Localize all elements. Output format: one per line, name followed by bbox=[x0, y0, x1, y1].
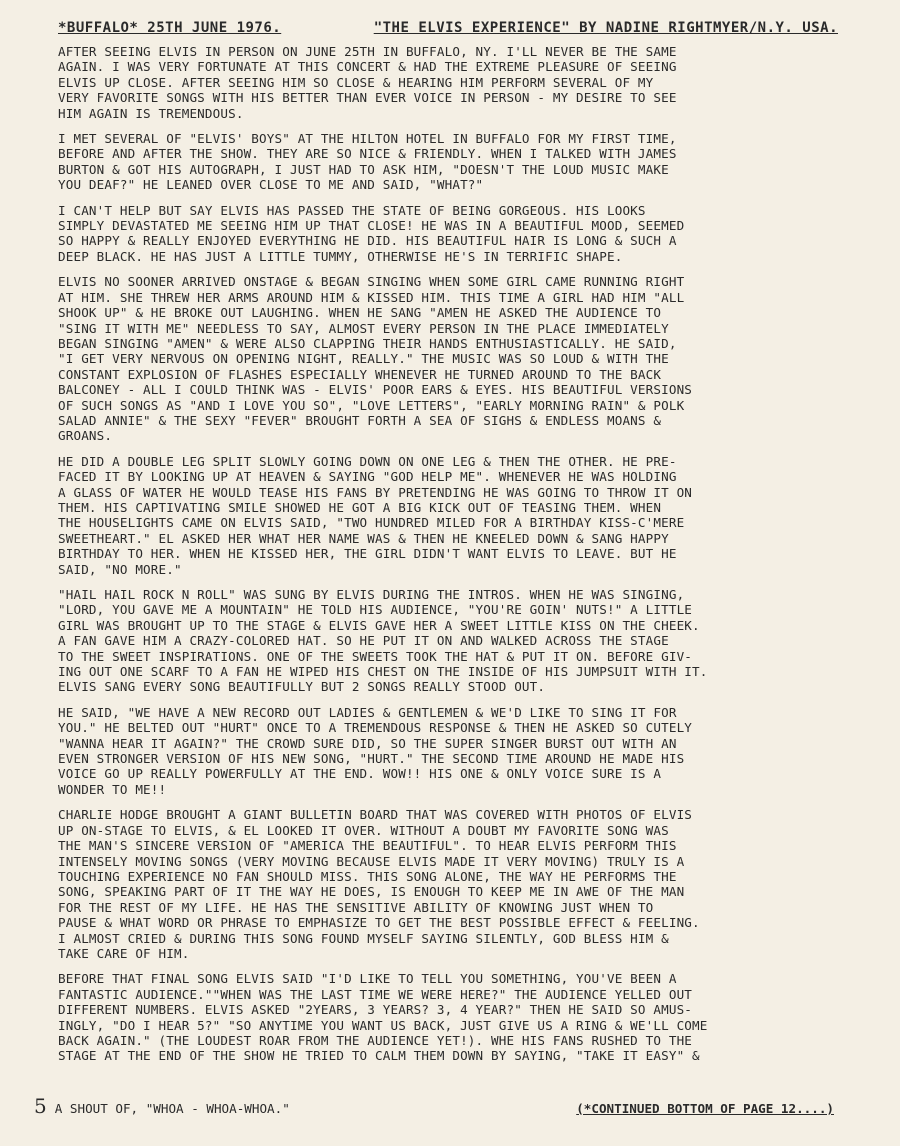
footer-left bbox=[34, 1094, 290, 1118]
paragraph: BEFORE THAT FINAL SONG ELVIS SAID "I'D LIKE TO TELL YOU SOMETHING, YOU'VE BEEN A FANTASTIC AUDIENCE.""WHEN WAS THE LAST TIME WE WERE HERE?" THE AUDIENCE YELLED OUT DIFFERENT NUMBERS. ELVIS ASKED "2YEARS, 3 YEARS? 3, 4 YEAR?" THEN HE SAID SO AMUS- INGLY, "DO I HEAR 5?" "SO ANYTIME YOU WANT US BACK, JUST GIVE US A RING & WE'LL COME BACK AGAIN." (THE LOUDEST ROAR FROM THE AUDIENCE YET!). WHE HIS FANS RUSHED TO THE STAGE AT THE END OF THE SHOW HE TRIED TO CALM THEM DOWN BY SAYING, "TAKE IT EASY" & bbox=[58, 971, 708, 1064]
closing-line: A SHOUT OF, "WHOA - WHOA-WHOA." bbox=[54, 1101, 290, 1116]
page-number: 5 bbox=[34, 1094, 47, 1118]
article-header bbox=[58, 20, 838, 36]
location-date: *BUFFALO* 25TH JUNE 1976. bbox=[58, 20, 282, 36]
article-body bbox=[58, 44, 848, 1064]
paragraph: ELVIS NO SOONER ARRIVED ONSTAGE & BEGAN SINGING WHEN SOME GIRL CAME RUNNING RIGHT AT HIM. SHE THREW HER ARMS AROUND HIM & KISSED HIM. THIS TIME A GIRL HAD HIM "ALL SHOOK UP" & HE BROKE OUT LAUGHING. WHEN HE SANG "AMEN HE ASKED THE AUDIENCE TO "SING IT WITH ME" NEEDLESS TO SAY, ALMOST EVERY PERSON IN THE PLACE IMMEDIATELY BEGAN SINGING "AMEN" & WERE ALSO CLAPPING THEIR HANDS ENTHUSIASTICALLY. HE SAID, "I GET VERY NERVOUS ON OPENING NIGHT, REALLY." THE MUSIC WAS SO LOUD & WITH THE CONSTANT EXPLOSION OF FLASHES ESPECIALLY WHENEVER HE TURNED AROUND TO THE BACK BALCONEY - ALL I COULD THINK WAS - ELVIS' POOR EARS & EYES. HIS BEAUTIFUL VERSIONS OF SUCH SONGS AS "AND I LOVE YOU SO", "LOVE LETTERS", "EARLY MORNING RAIN" & POLK SALAD ANNIE" & THE SEXY "FEVER" BROUGHT FORTH A SEA OF SIGHS & ENDLESS MOANS & GROANS. bbox=[58, 274, 693, 444]
page-footer bbox=[34, 1094, 834, 1118]
article-title: "THE ELVIS EXPERIENCE" BY NADINE RIGHTMYER/N.Y. USA. bbox=[373, 20, 838, 36]
continued-note: (*CONTINUED BOTTOM OF PAGE 12....) bbox=[576, 1101, 834, 1116]
paragraph: I CAN'T HELP BUT SAY ELVIS HAS PASSED THE STATE OF BEING GORGEOUS. HIS LOOKS SIMPLY DEVASTATED ME SEEING HIM UP THAT CLOSE! HE WAS IN A BEAUTIFUL MOOD, SEEMED SO HAPPY & REALLY ENJOYED EVERYTHING HE DID. HIS BEAUTIFUL HAIR IS LONG & SUCH A DEEP BLACK. HE HAS JUST A LITTLE TUMMY, OTHERWISE HE'S IN TERRIFIC SHAPE. bbox=[58, 202, 685, 264]
paragraph: I MET SEVERAL OF "ELVIS' BOYS" AT THE HILTON HOTEL IN BUFFALO FOR MY FIRST TIME, BEFORE AND AFTER THE SHOW. THEY ARE SO NICE & FRIENDLY. WHEN I TALKED WITH JAMES BURTON & GOT HIS AUTOGRAPH, I JUST HAD TO ASK HIM, "DOESN'T THE LOUD MUSIC MAKE YOU DEAF?" HE LEANED OVER CLOSE TO ME AND SAID, "WHAT?" bbox=[58, 131, 677, 193]
paragraph: CHARLIE HODGE BROUGHT A GIANT BULLETIN BOARD THAT WAS COVERED WITH PHOTOS OF ELVIS UP ON-STAGE TO ELVIS, & EL LOOKED IT OVER. WITHOUT A DOUBT MY FAVORITE SONG WAS THE MAN'S SINCERE VERSION OF "AMERICA THE BEAUTIFUL". TO HEAR ELVIS PERFORM THIS INTENSELY MOVING SONGS (VERY MOVING BECAUSE ELVIS MADE IT VERY MOVING) TRULY IS A TOUCHING EXPERIENCE NO FAN SHOULD MISS. THIS SONG ALONE, THE WAY HE PERFORMS THE SONG, SPEAKING PART OF IT THE WAY HE DOES, IS ENOUGH TO KEEP ME IN AWE OF THE MAN FOR THE REST OF MY LIFE. HE HAS THE SENSITIVE ABILITY OF KNOWING JUST WHEN TO PAUSE & WHAT WORD OR PHRASE TO EMPHASIZE TO GET THE BEST POSSIBLE EFFECT & FEELING. I ALMOST CRIED & DURING THIS SONG FOUND MYSELF SAYING SILENTLY, GOD BLESS HIM & TAKE CARE OF HIM. bbox=[58, 807, 700, 961]
paragraph: AFTER SEEING ELVIS IN PERSON ON JUNE 25TH IN BUFFALO, NY. I'LL NEVER BE THE SAME AGAIN. I WAS VERY FORTUNATE AT THIS CONCERT & HAD THE EXTREME PLEASURE OF SEEING ELVIS UP CLOSE. AFTER SEEING HIM SO CLOSE & HEARING HIM PERFORM SEVERAL OF MY VERY FAVORITE SONGS WITH HIS BETTER THAN EVER VOICE IN PERSON - MY DESIRE TO SEE HIM AGAIN IS TREMENDOUS. bbox=[58, 44, 677, 121]
paragraph: HE DID A DOUBLE LEG SPLIT SLOWLY GOING DOWN ON ONE LEG & THEN THE OTHER. HE PRE- FACED IT BY LOOKING UP AT HEAVEN & SAYING "GOD HELP ME". WHENEVER HE WAS HOLDING A GLASS OF WATER HE WOULD TEASE HIS FANS BY PRETENDING HE WAS GOING TO THROW IT ON THEM. HIS CAPTIVATING SMILE SHOWED HE GOT A BIG KICK OUT OF TEASING THEM. WHEN THE HOUSELIGHTS CAME ON ELVIS SAID, "TWO HUNDRED MILED FOR A BIRTHDAY KISS-C'MERE SWEETHEART." EL ASKED HER WHAT HER NAME WAS & THEN HE KNEELED DOWN & SANG HAPPY BIRTHDAY TO HER. WHEN HE KISSED HER, THE GIRL DIDN'T WANT ELVIS TO LEAVE. BUT HE SAID, "NO MORE." bbox=[58, 453, 693, 577]
paragraph: HE SAID, "WE HAVE A NEW RECORD OUT LADIES & GENTLEMEN & WE'D LIKE TO SING IT FOR YOU." HE BELTED OUT "HURT" ONCE TO A TREMENDOUS RESPONSE & THEN HE ASKED SO CUTELY "WANNA HEAR IT AGAIN?" THE CROWD SURE DID, SO THE SUPER SINGER BURST OUT WITH AN EVEN STRONGER VERSION OF HIS NEW SONG, "HURT." THE SECOND TIME AROUND HE MADE HIS VOICE GO UP REALLY POWERFULLY AT THE END. WOW!! HIS ONE & ONLY VOICE SURE IS A WONDER TO ME!! bbox=[58, 704, 693, 797]
paragraph: "HAIL HAIL ROCK N ROLL" WAS SUNG BY ELVIS DURING THE INTROS. WHEN HE WAS SINGING, "LORD, YOU GAVE ME A MOUNTAIN" HE TOLD HIS AUDIENCE, "YOU'RE GOIN' NUTS!" A LITTLE GIRL WAS BROUGHT UP TO THE STAGE & ELVIS GAVE HER A SWEET LITTLE KISS ON THE CHEEK. A FAN GAVE HIM A CRAZY-COLORED HAT. SO HE PUT IT ON AND WALKED ACROSS THE STAGE TO THE SWEET INSPIRATIONS. ONE OF THE SWEETS TOOK THE HAT & PUT IT ON. BEFORE GIV- ING OUT ONE SCARF TO A FAN HE WIPED HIS CHEST ON THE INSIDE OF HIS JUMPSUIT WITH IT. ELVIS SANG EVERY SONG BEAUTIFULLY BUT 2 SONGS REALLY STOOD OUT. bbox=[58, 587, 708, 695]
